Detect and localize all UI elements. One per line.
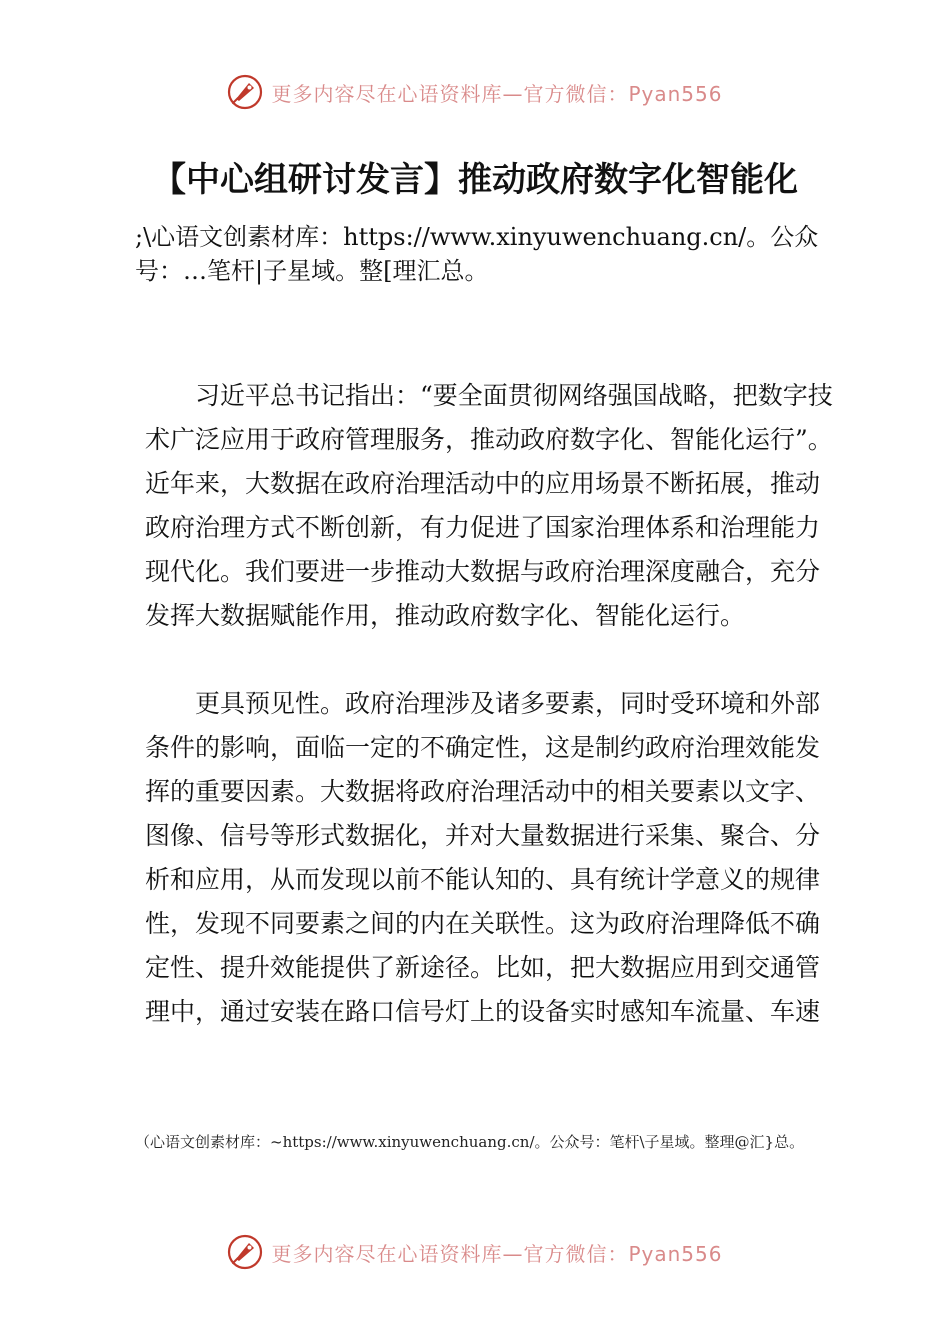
header-banner <box>0 70 950 114</box>
pen-nib-logo-icon <box>227 1234 263 1270</box>
document-title: 【中心组研讨发言】推动政府数字化智能化 <box>152 160 798 200</box>
article-body <box>145 374 835 1078</box>
footer-note: （心语文创素材库：~https://www.xinyuwenchuang.cn/。公众号：笔杆\子星域。整理@汇}总。 <box>135 1133 805 1151</box>
footer-banner <box>0 1230 950 1274</box>
paragraph: 更具预见性。政府治理涉及诸多要素，同时受环境和外部条件的影响，面临一定的不确定性，这是制约政府治理效能发挥的重要因素。大数据将政府治理活动中的相关要素以文字、图像、信号等形式数据化，并对大量数据进行采集、聚合、分析和应用，从而发现以前不能认知的、具有统计学意义的规律性，发现不同要素之间的内在关联性。这为政府治理降低不确定性、提升效能提供了新途径。比如，把大数据应用到交通管理中，通过安装在路口信号灯上的设备实时感知车流量、车速 <box>145 689 821 1026</box>
paragraph: 习近平总书记指出：“要全面贯彻网络强国战略，把数字技术广泛应用于政府管理服务，推动政府数字化、智能化运行”。近年来，大数据在政府治理活动中的应用场景不断拓展，推动政府治理方式不断创新，有力促进了国家治理体系和治理能力现代化。我们要进一步推动大数据与政府治理深度融合，充分发挥大数据赋能作用，推动政府数字化、智能化运行。 <box>145 381 833 630</box>
banner-text: 更多内容尽在心语资料库—官方微信：Pyan556 <box>271 1241 723 1266</box>
banner-text: 更多内容尽在心语资料库—官方微信：Pyan556 <box>271 81 723 106</box>
pen-nib-logo-icon <box>227 74 263 110</box>
source-note: ;\心语文创素材库：https://www.xinyuwenchuang.cn/。公众号：…笔杆|子星域。整[理汇总。 <box>135 223 819 285</box>
